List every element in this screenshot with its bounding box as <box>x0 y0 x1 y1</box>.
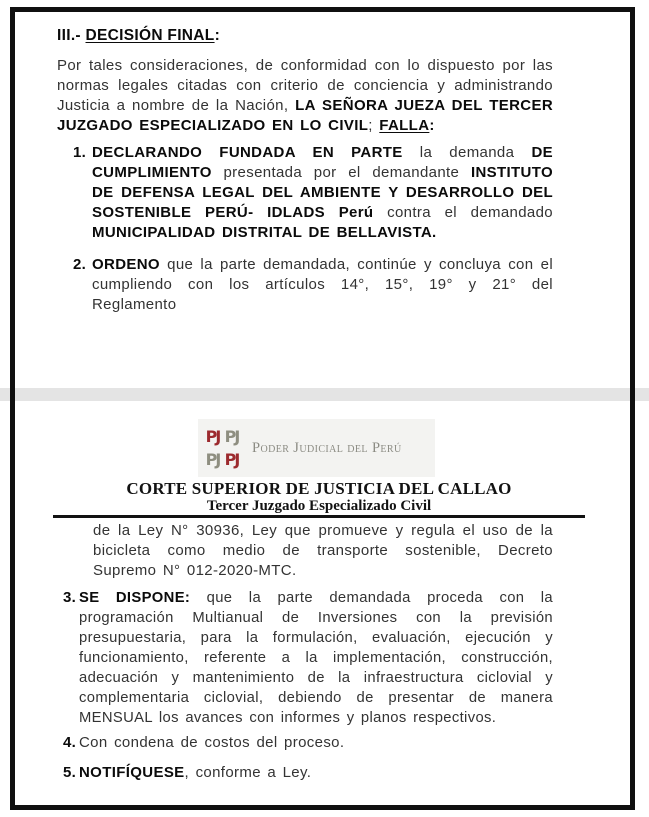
list-item-4 <box>63 733 553 753</box>
list-item-3 <box>63 588 553 728</box>
intro-paragraph: Por tales consideraciones, de conformidad con lo dispuesto por las normas legales citadas con criterio de conciencia y administrando Justicia a nombre de la Nación, LA SEÑORA JUEZA DEL TERCER JUZGADO ESPECIALIZADO EN LO CIVIL; FALLA: <box>57 57 553 134</box>
list-item-number: 4. <box>63 734 77 751</box>
pj-tile-icon: PJ <box>205 450 220 469</box>
section-heading: III.- DECISIÓN FINAL: <box>57 27 221 44</box>
pj-tile-icon: PJ <box>224 427 239 446</box>
pj-tile-icon: PJ <box>224 450 239 469</box>
list-item-2 <box>73 255 553 315</box>
pj-tile-icon: PJ <box>205 427 220 446</box>
continuation-paragraph: de la Ley N° 30936, Ley que promueve y regula el uso de la bicicleta como medio de transporte sostenible, Decreto Supremo N° 012-2020-MTC. <box>93 522 553 579</box>
page-break-gap <box>0 388 649 401</box>
list-item-number: 2. <box>73 256 87 273</box>
poder-judicial-logo <box>198 419 435 477</box>
pj-monogram-icon <box>203 425 241 471</box>
list-item-number: 1. <box>73 144 87 161</box>
list-item-text: DECLARANDO FUNDADA EN PARTE la demanda DE CUMPLIMIENTO presentada por el demandante INSTITUTO DE DEFENSA LEGAL DEL AMBIENTE Y DESARROLLO DEL SOSTENIBLE PERÚ- IDLADS Perú contra el demandado MUNICIPALIDAD DISTRITAL DE BELLAVISTA. <box>92 144 553 241</box>
list-item-text: NOTIFÍQUESE, conforme a Ley. <box>79 764 312 781</box>
logo-caption: Poder Judicial del Perú <box>252 439 402 456</box>
list-item-text: SE DISPONE: que la parte demandada proceda con la programación Multianual de Inversiones con la previsión presupuestaria, para la formulación, evaluación, ejecución y funcionamiento, referente a la implementación, construcción, adecuación y mantenimiento de la infraestructura ciclovial y complementaria ciclovial, debiendo de presentar de manera MENSUAL los avances con informes y planos respectivos. <box>79 590 553 726</box>
list-item-1 <box>73 143 553 243</box>
list-item-text: ORDENO que la parte demandada, continúe y concluya con el cumpliendo con los artículos 14°, 15°, 19° y 21° del Reglamento <box>92 256 553 313</box>
court-name: CORTE SUPERIOR DE JUSTICIA DEL CALLAO <box>126 479 512 498</box>
court-division: Tercer Juzgado Especializado Civil <box>206 498 432 514</box>
list-item-text: Con condena de costos del proceso. <box>79 734 345 751</box>
list-item-5 <box>63 763 553 783</box>
list-item-number: 3. <box>63 589 77 606</box>
list-item-number: 5. <box>63 764 77 781</box>
header-rule <box>53 515 585 518</box>
